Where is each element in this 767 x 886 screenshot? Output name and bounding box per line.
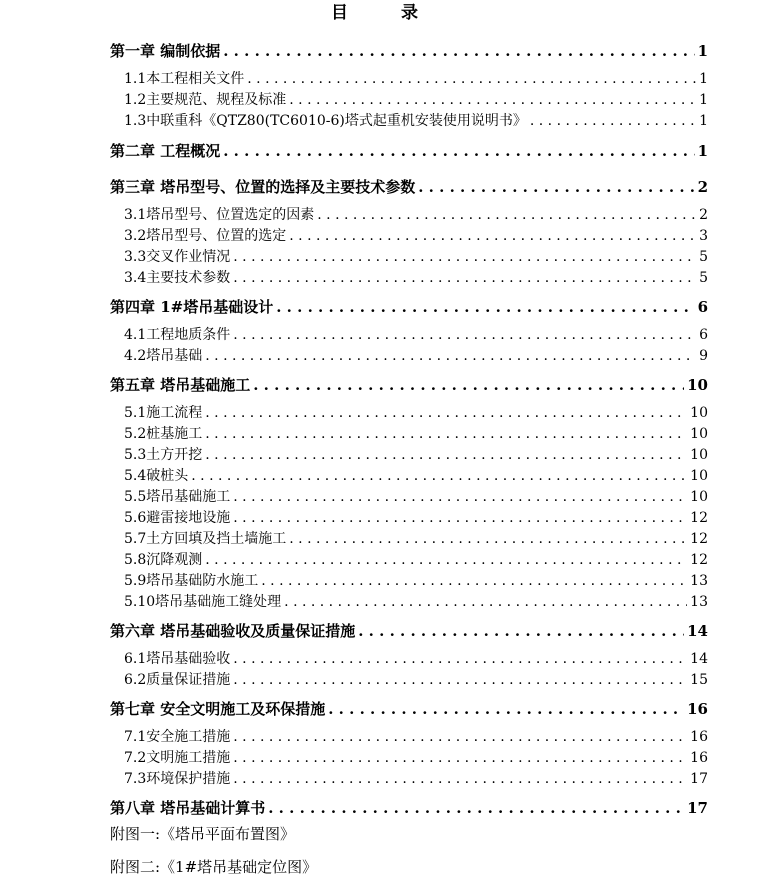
toc-section-entry[interactable]	[124, 226, 708, 247]
toc-page-number: 1	[697, 42, 708, 60]
toc-entry-label: 5.3土方开挖	[124, 447, 203, 463]
toc-page-number: 5	[699, 249, 708, 265]
toc-entry-label: 第五章 塔吊基础施工	[110, 376, 251, 394]
toc-page-number: 12	[690, 510, 708, 526]
toc-dot-leader	[205, 424, 687, 445]
toc-chapter-entry[interactable]	[110, 296, 708, 318]
toc-entry-label: 5.5塔吊基础施工	[124, 489, 231, 505]
toc-section-entry[interactable]	[124, 205, 708, 226]
toc-page-number: 17	[690, 771, 708, 787]
toc-entry-label: 7.2文明施工措施	[124, 750, 231, 766]
toc-dot-leader	[191, 466, 687, 487]
toc-dot-leader	[317, 205, 696, 226]
toc-entry-label: 5.10塔吊基础施工缝处理	[124, 594, 282, 610]
toc-entry-label: 7.3环境保护措施	[124, 771, 231, 787]
toc-section-entry[interactable]	[124, 550, 708, 571]
toc-page-number: 3	[699, 228, 708, 244]
toc-dot-leader	[233, 487, 687, 508]
toc-dot-leader	[261, 571, 687, 592]
toc-entry-label: 第三章 塔吊型号、位置的选择及主要技术参数	[110, 178, 416, 196]
toc-entry-label: 4.2塔吊基础	[124, 348, 203, 364]
toc-dot-leader	[233, 727, 687, 748]
toc-dot-leader	[233, 508, 687, 529]
toc-section-entry[interactable]	[124, 346, 708, 367]
toc-entry-label: 5.6避雷接地设施	[124, 510, 231, 526]
toc-section-entry[interactable]	[124, 111, 708, 132]
toc-page-number: 13	[690, 573, 708, 589]
toc-section-entry[interactable]	[124, 649, 708, 670]
toc-title: 目 录	[331, 3, 436, 23]
toc-page-number: 6	[697, 298, 708, 316]
toc-dot-leader	[233, 247, 696, 268]
toc-section-entry[interactable]	[124, 748, 708, 769]
toc-chapter-entry[interactable]	[110, 176, 708, 198]
toc-section-entry[interactable]	[124, 424, 708, 445]
toc-section-entry[interactable]	[124, 268, 708, 289]
toc-page-number: 10	[687, 376, 708, 394]
toc-section-entry[interactable]	[124, 90, 708, 111]
toc-dot-leader	[268, 797, 684, 819]
toc-entry-label: 第一章 编制依据	[110, 42, 221, 60]
toc-entry-label: 1.2主要规范、规程及标准	[124, 92, 287, 108]
toc-page-number: 1	[697, 142, 708, 160]
toc-chapter-entry[interactable]	[110, 620, 708, 642]
toc-dot-leader	[223, 40, 694, 62]
toc-dot-leader	[233, 769, 687, 790]
toc-section-entry[interactable]	[124, 592, 708, 613]
toc-page-number: 16	[690, 750, 708, 766]
toc-entry-label: 3.4主要技术参数	[124, 270, 231, 286]
toc-page-number: 2	[697, 178, 708, 196]
toc-dot-leader	[205, 403, 687, 424]
toc-dot-leader	[253, 374, 684, 396]
toc-page-number: 14	[687, 622, 708, 640]
toc-dot-leader	[205, 346, 696, 367]
toc-entry-label: 7.1安全施工措施	[124, 729, 231, 745]
toc-page-number: 6	[699, 327, 708, 343]
toc-dot-leader	[328, 698, 684, 720]
toc-entry-label: 第六章 塔吊基础验收及质量保证措施	[110, 622, 356, 640]
toc-chapter-entry[interactable]	[110, 797, 708, 819]
toc-section-entry[interactable]	[124, 529, 708, 550]
toc-entry-label: 5.7土方回填及挡土墙施工	[124, 531, 287, 547]
toc-page-number: 12	[690, 552, 708, 568]
toc-page-number: 14	[690, 651, 708, 667]
toc-section-entry[interactable]	[124, 403, 708, 424]
toc-entry-label: 5.9塔吊基础防水施工	[124, 573, 259, 589]
toc-page-number: 16	[687, 700, 708, 718]
toc-dot-leader	[233, 325, 696, 346]
toc-page-number: 10	[690, 468, 708, 484]
toc-dot-leader	[276, 296, 694, 318]
toc-chapter-entry[interactable]	[110, 140, 708, 162]
toc-section-entry[interactable]	[124, 247, 708, 268]
appendix-entry[interactable]: 附图一:《塔吊平面布置图》	[110, 825, 296, 843]
toc-dot-leader	[358, 620, 684, 642]
toc-page-number: 9	[699, 348, 708, 364]
toc-section-entry[interactable]	[124, 69, 708, 90]
toc-dot-leader	[289, 90, 696, 111]
toc-dot-leader	[205, 550, 687, 571]
toc-page-number: 1	[699, 71, 708, 87]
toc-section-entry[interactable]	[124, 769, 708, 790]
toc-page-number: 1	[699, 92, 708, 108]
toc-dot-leader	[223, 140, 694, 162]
toc-dot-leader	[233, 268, 696, 289]
toc-section-entry[interactable]	[124, 325, 708, 346]
toc-chapter-entry[interactable]	[110, 698, 708, 720]
toc-dot-leader	[418, 176, 694, 198]
toc-dot-leader	[233, 670, 687, 691]
toc-page-number: 10	[690, 426, 708, 442]
toc-section-entry[interactable]	[124, 508, 708, 529]
toc-entry-label: 第四章 1#塔吊基础设计	[110, 298, 274, 316]
toc-entry-label: 1.3中联重科《QTZ80(TC6010-6)塔式起重机安装使用说明书》	[124, 113, 527, 129]
toc-entry-label: 第八章 塔吊基础计算书	[110, 799, 266, 817]
toc-entry-label: 3.2塔吊型号、位置的选定	[124, 228, 287, 244]
toc-page-number: 16	[690, 729, 708, 745]
toc-dot-leader	[284, 592, 687, 613]
toc-section-entry[interactable]	[124, 571, 708, 592]
toc-entry-label: 5.2桩基施工	[124, 426, 203, 442]
toc-dot-leader	[289, 226, 696, 247]
toc-dot-leader	[233, 748, 687, 769]
toc-dot-leader	[233, 649, 687, 670]
toc-page-number: 5	[699, 270, 708, 286]
toc-entry-label: 3.3交叉作业情况	[124, 249, 231, 265]
appendix-entry[interactable]: 附图二:《1#塔吊基础定位图》	[110, 858, 318, 876]
toc-entry-label: 5.1施工流程	[124, 405, 203, 421]
toc-section-entry[interactable]	[124, 727, 708, 748]
toc-page-number: 13	[690, 594, 708, 610]
toc-page-number: 1	[699, 113, 708, 129]
toc-entry-label: 6.2质量保证措施	[124, 672, 231, 688]
toc-section-entry[interactable]	[124, 466, 708, 487]
toc-page-number: 10	[690, 447, 708, 463]
toc-entry-label: 4.1工程地质条件	[124, 327, 231, 343]
toc-chapter-entry[interactable]	[110, 374, 708, 396]
toc-dot-leader	[205, 445, 687, 466]
toc-page-number: 12	[690, 531, 708, 547]
toc-section-entry[interactable]	[124, 670, 708, 691]
toc-entry-label: 5.8沉降观测	[124, 552, 203, 568]
toc-page-number: 10	[690, 405, 708, 421]
toc-entry-label: 1.1本工程相关文件	[124, 71, 245, 87]
toc-page-number: 17	[687, 799, 708, 817]
toc-page-number: 15	[690, 672, 708, 688]
toc-entry-label: 5.4破桩头	[124, 468, 189, 484]
toc-entry-label: 第二章 工程概况	[110, 142, 221, 160]
toc-dot-leader	[247, 69, 696, 90]
toc-dot-leader	[530, 111, 696, 132]
toc-section-entry[interactable]	[124, 487, 708, 508]
toc-section-entry[interactable]	[124, 445, 708, 466]
toc-entry-label: 6.1塔吊基础验收	[124, 651, 231, 667]
toc-dot-leader	[289, 529, 687, 550]
toc-page-number: 2	[699, 207, 708, 223]
toc-chapter-entry[interactable]	[110, 40, 708, 62]
toc-entry-label: 3.1塔吊型号、位置选定的因素	[124, 207, 315, 223]
toc-entry-label: 第七章 安全文明施工及环保措施	[110, 700, 326, 718]
toc-page-number: 10	[690, 489, 708, 505]
